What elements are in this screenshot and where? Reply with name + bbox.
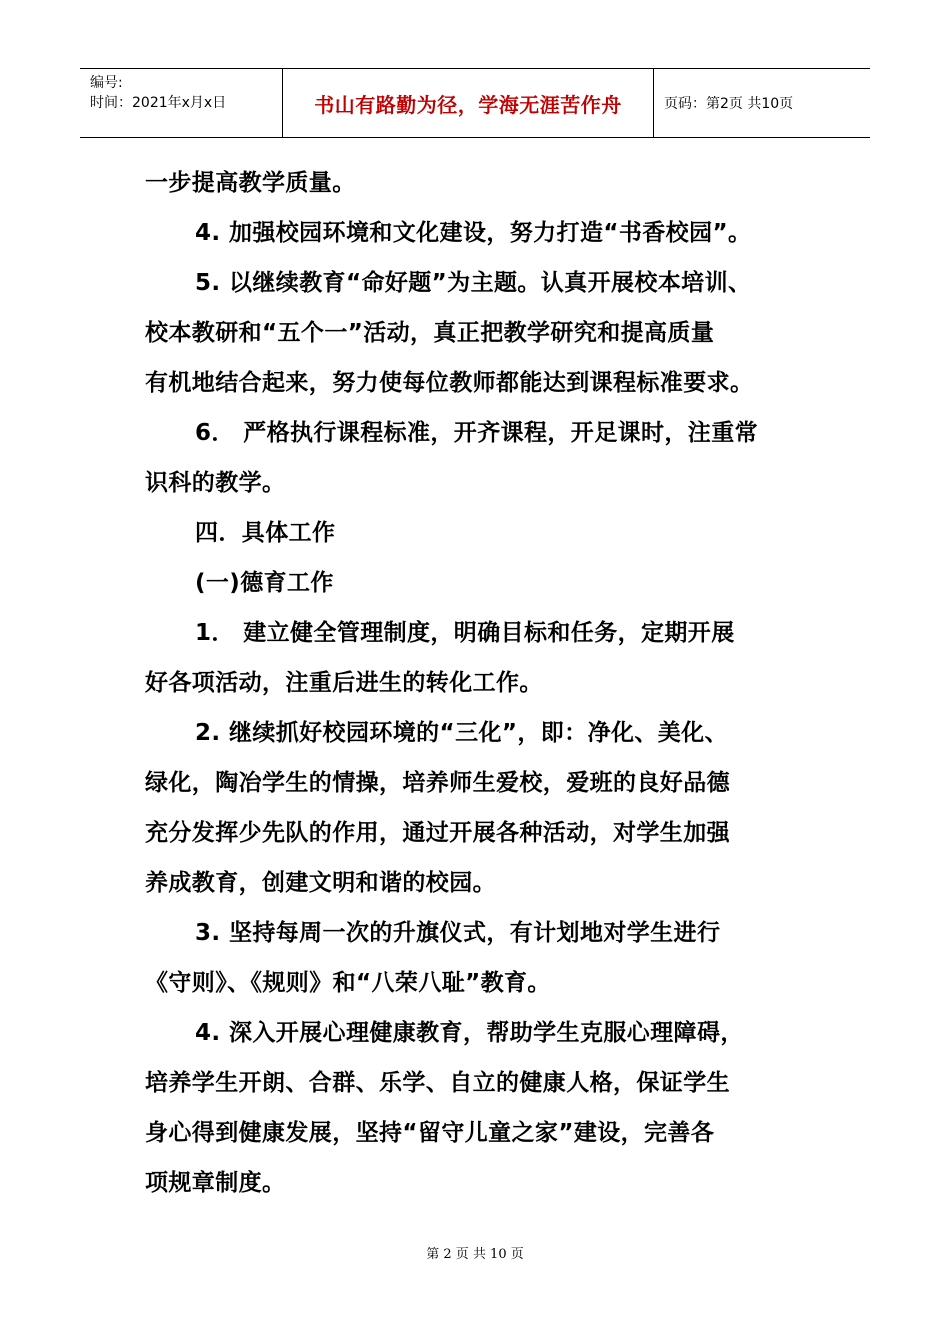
body-text-line: 1． 建立健全管理制度，明确目标和任务，定期开展 (195, 620, 735, 646)
body-text-line: 《守则》、《规则》和“八荣八耻”教育。 (145, 970, 551, 996)
header-meta (80, 69, 282, 137)
body-text-line: 5. 以继续教育“命好题”为主题。认真开展校本培训、 (195, 270, 752, 296)
header-motto: 书山有路勤为径，学海无涯苦作舟 (282, 69, 654, 137)
body-text-line: 四．具体工作 (195, 520, 336, 546)
body-text-line: 校本教研和“五个一”活动，真正把教学研究和提高质量 (145, 320, 715, 346)
body-text-line: 绿化，陶冶学生的情操，培养师生爱校，爱班的良好品德 (145, 770, 730, 796)
document-body (145, 158, 810, 1208)
page-footer: 第 2 页 共 10 页 (426, 1247, 524, 1262)
body-text-line: 识科的教学。 (145, 470, 286, 496)
body-text-line: 有机地结合起来，努力使每位教师都能达到课程标准要求。 (145, 370, 754, 396)
document-number-label: 编号: (90, 75, 123, 91)
body-text-line: 培养学生开朗、合群、乐学、自立的健康人格，保证学生 (145, 1070, 730, 1096)
body-text-line: 2. 继续抓好校园环境的“三化”，即：净化、美化、 (195, 720, 728, 746)
header-page-info: 页码：第2页 共10页 (664, 96, 794, 112)
page-header (80, 68, 870, 138)
body-text-line: 好各项活动，注重后进生的转化工作。 (145, 670, 543, 696)
body-text-line: 6． 严格执行课程标准，开齐课程，开足课时，注重常 (195, 420, 759, 446)
body-text-line: 4. 加强校园环境和文化建设，努力打造“书香校园”。 (195, 220, 752, 246)
body-text-line: 充分发挥少先队的作用，通过开展各种活动，对学生加强 (145, 820, 730, 846)
body-text-line: (一)德育工作 (195, 570, 334, 596)
body-text-line: 身心得到健康发展，坚持“留守儿童之家”建设，完善各 (145, 1120, 715, 1146)
body-text-line: 项规章制度。 (145, 1170, 286, 1196)
body-text-line: 3. 坚持每周一次的升旗仪式，有计划地对学生进行 (195, 920, 721, 946)
body-text-line: 一步提高教学质量。 (145, 170, 356, 196)
document-date-label: 时间：2021年x月x日 (90, 95, 227, 111)
body-text-line: 4. 深入开展心理健康教育，帮助学生克服心理障碍， (195, 1020, 744, 1046)
body-text-line: 养成教育，创建文明和谐的校园。 (145, 870, 496, 896)
